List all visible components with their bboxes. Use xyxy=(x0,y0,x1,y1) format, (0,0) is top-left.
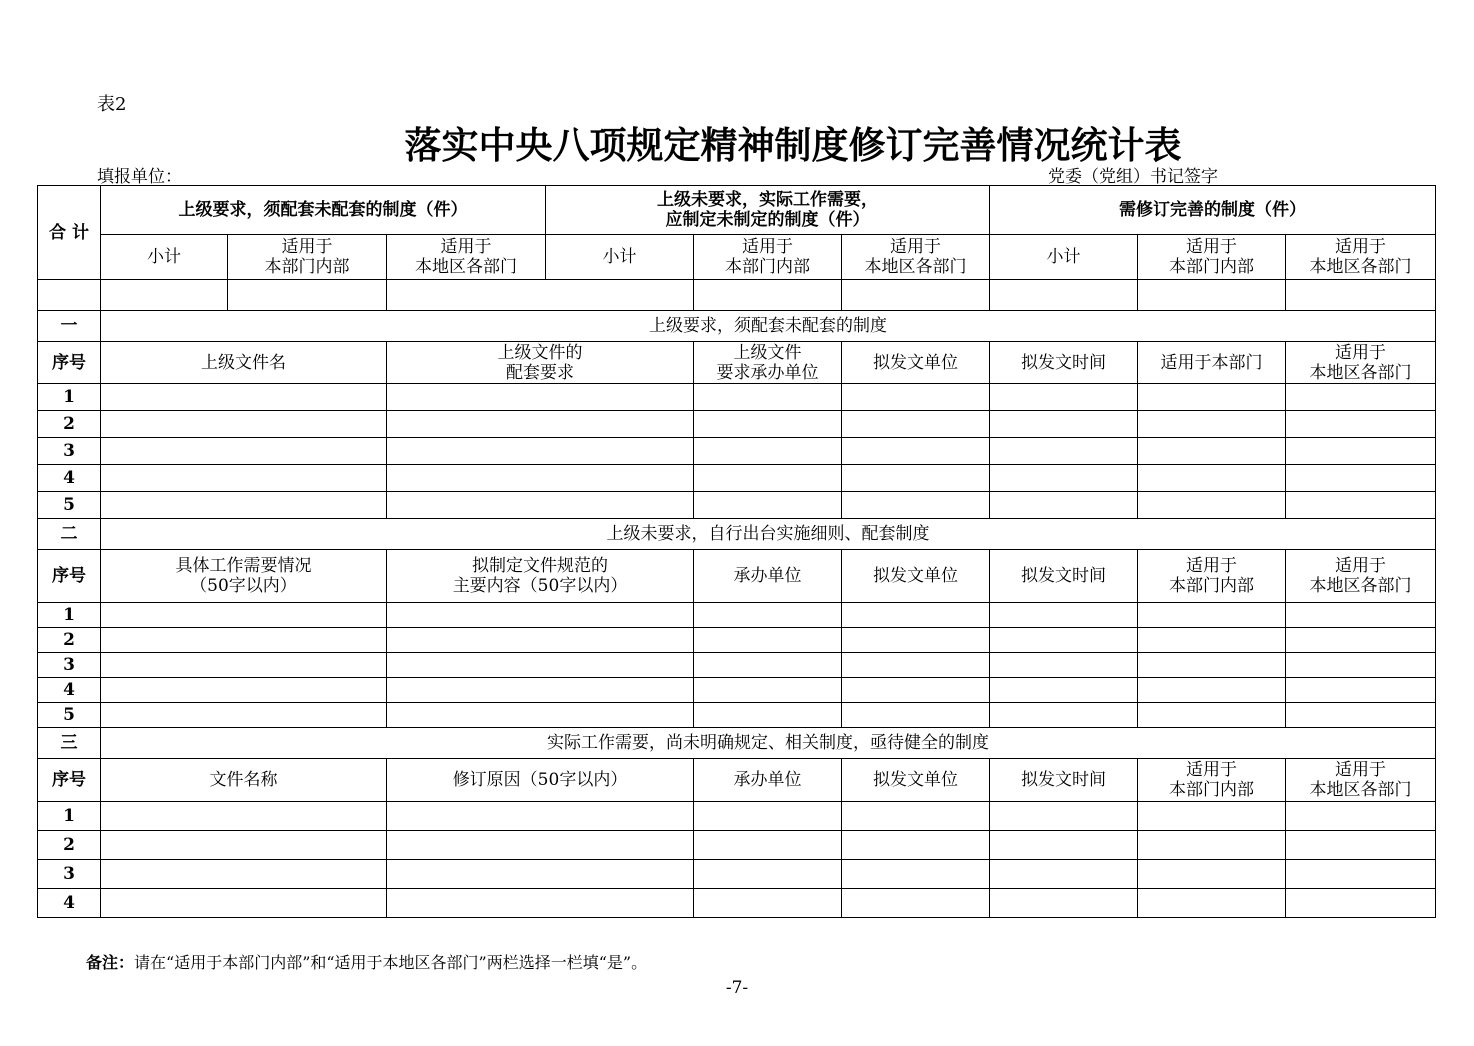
summary-subheader: 适用于 本部门内部 xyxy=(1138,235,1286,280)
table-cell[interactable] xyxy=(694,678,842,703)
table-cell[interactable] xyxy=(1138,678,1286,703)
table-cell[interactable] xyxy=(387,860,694,889)
table-cell[interactable] xyxy=(1286,465,1436,492)
table-cell[interactable] xyxy=(1138,802,1286,831)
row-number: 1 xyxy=(38,802,101,831)
table-cell[interactable] xyxy=(990,384,1138,411)
summary-subheader: 小计 xyxy=(990,235,1138,280)
summary-subheader: 小计 xyxy=(546,235,694,280)
table-cell[interactable] xyxy=(694,603,842,628)
section-3-col-header: 文件名称 xyxy=(101,759,387,802)
table-cell[interactable] xyxy=(842,384,990,411)
table-cell[interactable] xyxy=(387,802,694,831)
table-cell[interactable] xyxy=(990,465,1138,492)
section-3-col-header: 拟发文时间 xyxy=(990,759,1138,802)
summary-value-cell[interactable] xyxy=(228,280,387,311)
section-2-col-header: 拟制定文件规范的 主要内容（50字以内） xyxy=(387,550,694,603)
summary-value-cell[interactable] xyxy=(387,280,694,311)
table-cell[interactable] xyxy=(387,411,694,438)
summary-group-3: 需修订完善的制度（件） xyxy=(990,186,1436,235)
table-row xyxy=(38,384,1436,411)
section-2-title-row xyxy=(38,519,1436,550)
table-cell[interactable] xyxy=(694,492,842,519)
reporting-unit-label: 填报单位： xyxy=(97,167,182,187)
summary-value-cell[interactable] xyxy=(101,280,228,311)
summary-value-cell[interactable] xyxy=(1138,280,1286,311)
table-cell[interactable] xyxy=(1138,703,1286,728)
table-cell[interactable] xyxy=(694,703,842,728)
section-3-col-header: 承办单位 xyxy=(694,759,842,802)
table-row xyxy=(38,703,1436,728)
table-cell[interactable] xyxy=(694,831,842,860)
table-cell[interactable] xyxy=(842,653,990,678)
section-1-col-header: 拟发文单位 xyxy=(842,342,990,384)
table-row xyxy=(38,860,1436,889)
summary-subheader: 小计 xyxy=(101,235,228,280)
summary-subheader: 适用于 本部门内部 xyxy=(228,235,387,280)
table-cell[interactable] xyxy=(1138,411,1286,438)
section-2-col-header: 适用于 本地区各部门 xyxy=(1286,550,1436,603)
table-cell[interactable] xyxy=(1138,653,1286,678)
table-cell[interactable] xyxy=(842,465,990,492)
table-cell[interactable] xyxy=(694,889,842,918)
table-cell[interactable] xyxy=(1286,384,1436,411)
table-cell[interactable] xyxy=(1138,492,1286,519)
section-2-marker: 二 xyxy=(38,519,101,550)
table-cell[interactable] xyxy=(842,411,990,438)
section-2-title: 上级未要求，自行出台实施细则、配套制度 xyxy=(101,519,1436,550)
summary-subheader: 适用于 本地区各部门 xyxy=(387,235,546,280)
table-cell[interactable] xyxy=(694,411,842,438)
table-cell[interactable] xyxy=(1286,889,1436,918)
table-cell[interactable] xyxy=(101,860,387,889)
table-cell[interactable] xyxy=(101,653,387,678)
row-number: 3 xyxy=(38,653,101,678)
section-3-col-header: 适用于 本地区各部门 xyxy=(1286,759,1436,802)
table-cell[interactable] xyxy=(1286,411,1436,438)
table-cell[interactable] xyxy=(842,628,990,653)
row-number: 1 xyxy=(38,603,101,628)
table-row xyxy=(38,802,1436,831)
table-row xyxy=(38,653,1436,678)
table-cell[interactable] xyxy=(842,889,990,918)
section-3-col-header: 修订原因（50字以内） xyxy=(387,759,694,802)
footnote-text: 请在“适用于本部门内部”和“适用于本地区各部门”两栏选择一栏填“是”。 xyxy=(134,953,648,972)
table-cell[interactable] xyxy=(1138,860,1286,889)
table-cell[interactable] xyxy=(990,492,1138,519)
section-1-col-header: 适用于本部门 xyxy=(1138,342,1286,384)
section-3-title: 实际工作需要，尚未明确规定、相关制度，亟待健全的制度 xyxy=(101,728,1436,759)
row-number: 4 xyxy=(38,465,101,492)
summary-group-2: 上级未要求，实际工作需要， 应制定未制定的制度（件） xyxy=(546,186,990,235)
summary-subheader: 适用于 本部门内部 xyxy=(694,235,842,280)
table-cell[interactable] xyxy=(101,465,387,492)
table-cell[interactable] xyxy=(101,628,387,653)
table-row xyxy=(38,603,1436,628)
table-cell[interactable] xyxy=(1286,802,1436,831)
row-number: 3 xyxy=(38,438,101,465)
section-3-col-header: 拟发文单位 xyxy=(842,759,990,802)
table-cell[interactable] xyxy=(842,831,990,860)
table-row xyxy=(38,628,1436,653)
table-cell[interactable] xyxy=(101,889,387,918)
table-cell[interactable] xyxy=(694,465,842,492)
table-cell[interactable] xyxy=(990,653,1138,678)
row-number: 5 xyxy=(38,492,101,519)
table-cell[interactable] xyxy=(387,889,694,918)
summary-subheader: 适用于 本地区各部门 xyxy=(1286,235,1436,280)
summary-subheader-row xyxy=(38,235,1436,280)
section-1-col-header: 上级文件的 配套要求 xyxy=(387,342,694,384)
summary-value-cell[interactable] xyxy=(842,280,990,311)
row-number: 2 xyxy=(38,831,101,860)
table-cell[interactable] xyxy=(990,411,1138,438)
table-row xyxy=(38,889,1436,918)
footnote xyxy=(86,950,647,973)
table-cell[interactable] xyxy=(1286,438,1436,465)
table-cell[interactable] xyxy=(1286,678,1436,703)
table-cell[interactable] xyxy=(990,831,1138,860)
table-cell[interactable] xyxy=(101,492,387,519)
section-1-col-index: 序号 xyxy=(38,342,101,384)
row-number: 4 xyxy=(38,678,101,703)
secretary-signature-label: 党委（党组）书记签字 xyxy=(1048,167,1218,187)
table-cell[interactable] xyxy=(1138,438,1286,465)
table-cell[interactable] xyxy=(387,438,694,465)
section-3-col-index: 序号 xyxy=(38,759,101,802)
table-cell[interactable] xyxy=(694,628,842,653)
section-1-column-header-row xyxy=(38,342,1436,384)
table-cell[interactable] xyxy=(842,492,990,519)
table-cell[interactable] xyxy=(1138,628,1286,653)
table-cell[interactable] xyxy=(1286,628,1436,653)
section-1-title: 上级要求，须配套未配套的制度 xyxy=(101,311,1436,342)
section-3-column-header-row xyxy=(38,759,1436,802)
summary-group-1: 上级要求，须配套未配套的制度（件） xyxy=(101,186,546,235)
table-cell[interactable] xyxy=(1138,603,1286,628)
table-cell[interactable] xyxy=(990,438,1138,465)
table-cell[interactable] xyxy=(1138,889,1286,918)
table-cell[interactable] xyxy=(1286,703,1436,728)
table-cell[interactable] xyxy=(1286,492,1436,519)
table-row xyxy=(38,678,1436,703)
footnote-label: 备注： xyxy=(86,953,135,972)
section-2-col-header: 拟发文时间 xyxy=(990,550,1138,603)
table-cell[interactable] xyxy=(387,492,694,519)
section-3-marker: 三 xyxy=(38,728,101,759)
table-cell[interactable] xyxy=(990,889,1138,918)
table-cell[interactable] xyxy=(101,831,387,860)
table-cell[interactable] xyxy=(990,603,1138,628)
section-2-col-header: 适用于 本部门内部 xyxy=(1138,550,1286,603)
table-cell[interactable] xyxy=(101,384,387,411)
table-cell[interactable] xyxy=(694,860,842,889)
table-cell[interactable] xyxy=(990,703,1138,728)
section-1-col-header: 上级文件 要求承办单位 xyxy=(694,342,842,384)
page-number: -7- xyxy=(725,978,749,998)
table-cell[interactable] xyxy=(387,703,694,728)
table-cell[interactable] xyxy=(387,384,694,411)
section-2-col-header: 拟发文单位 xyxy=(842,550,990,603)
table-cell[interactable] xyxy=(990,678,1138,703)
table-cell[interactable] xyxy=(694,653,842,678)
table-cell[interactable] xyxy=(1286,653,1436,678)
table-label: 表2 xyxy=(97,94,127,115)
table-cell[interactable] xyxy=(990,860,1138,889)
table-cell[interactable] xyxy=(694,384,842,411)
row-number: 4 xyxy=(38,889,101,918)
table-cell[interactable] xyxy=(101,703,387,728)
section-1-marker: 一 xyxy=(38,311,101,342)
table-cell[interactable] xyxy=(990,628,1138,653)
table-cell[interactable] xyxy=(842,860,990,889)
table-row xyxy=(38,831,1436,860)
row-number: 3 xyxy=(38,860,101,889)
table-cell[interactable] xyxy=(387,628,694,653)
summary-value-row xyxy=(38,280,1436,311)
table-cell[interactable] xyxy=(694,802,842,831)
row-number: 1 xyxy=(38,384,101,411)
table-cell[interactable] xyxy=(842,603,990,628)
table-cell[interactable] xyxy=(387,831,694,860)
table-row xyxy=(38,438,1436,465)
table-cell[interactable] xyxy=(101,438,387,465)
table-cell[interactable] xyxy=(842,678,990,703)
table-cell[interactable] xyxy=(387,465,694,492)
section-2-col-index: 序号 xyxy=(38,550,101,603)
row-number: 2 xyxy=(38,628,101,653)
summary-group-row xyxy=(38,186,1436,235)
table-cell[interactable] xyxy=(990,802,1138,831)
table-cell[interactable] xyxy=(387,603,694,628)
table-cell[interactable] xyxy=(101,678,387,703)
table-cell[interactable] xyxy=(387,653,694,678)
table-cell[interactable] xyxy=(1138,831,1286,860)
section-1-col-header: 上级文件名 xyxy=(101,342,387,384)
section-3-title-row xyxy=(38,728,1436,759)
row-number: 5 xyxy=(38,703,101,728)
section-1-col-header: 适用于 本地区各部门 xyxy=(1286,342,1436,384)
row-number: 2 xyxy=(38,411,101,438)
summary-value-cell[interactable] xyxy=(694,280,842,311)
table-cell[interactable] xyxy=(101,802,387,831)
section-1-col-header: 拟发文时间 xyxy=(990,342,1138,384)
summary-value-cell[interactable] xyxy=(1286,280,1436,311)
table-row xyxy=(38,411,1436,438)
section-2-col-header: 承办单位 xyxy=(694,550,842,603)
document-title: 落实中央八项规定精神制度修订完善情况统计表 xyxy=(404,124,1182,167)
table-cell[interactable] xyxy=(1286,860,1436,889)
summary-value-cell[interactable] xyxy=(990,280,1138,311)
total-label: 合 计 xyxy=(38,186,101,280)
section-3-col-header: 适用于 本部门内部 xyxy=(1138,759,1286,802)
table-cell[interactable] xyxy=(101,411,387,438)
table-cell[interactable] xyxy=(842,802,990,831)
table-cell[interactable] xyxy=(1286,603,1436,628)
table-cell[interactable] xyxy=(1138,384,1286,411)
summary-subheader: 适用于 本地区各部门 xyxy=(842,235,990,280)
section-2-col-header: 具体工作需要情况 （50字以内） xyxy=(101,550,387,603)
table-cell[interactable] xyxy=(1286,831,1436,860)
section-2-column-header-row xyxy=(38,550,1436,603)
summary-total-cell[interactable] xyxy=(38,280,101,311)
table-cell[interactable] xyxy=(694,438,842,465)
table-cell[interactable] xyxy=(842,438,990,465)
table-cell[interactable] xyxy=(101,603,387,628)
table-row xyxy=(38,492,1436,519)
table-cell[interactable] xyxy=(387,678,694,703)
statistics-table xyxy=(37,185,1436,918)
table-cell[interactable] xyxy=(842,703,990,728)
table-row xyxy=(38,465,1436,492)
table-cell[interactable] xyxy=(1138,465,1286,492)
section-1-title-row xyxy=(38,311,1436,342)
